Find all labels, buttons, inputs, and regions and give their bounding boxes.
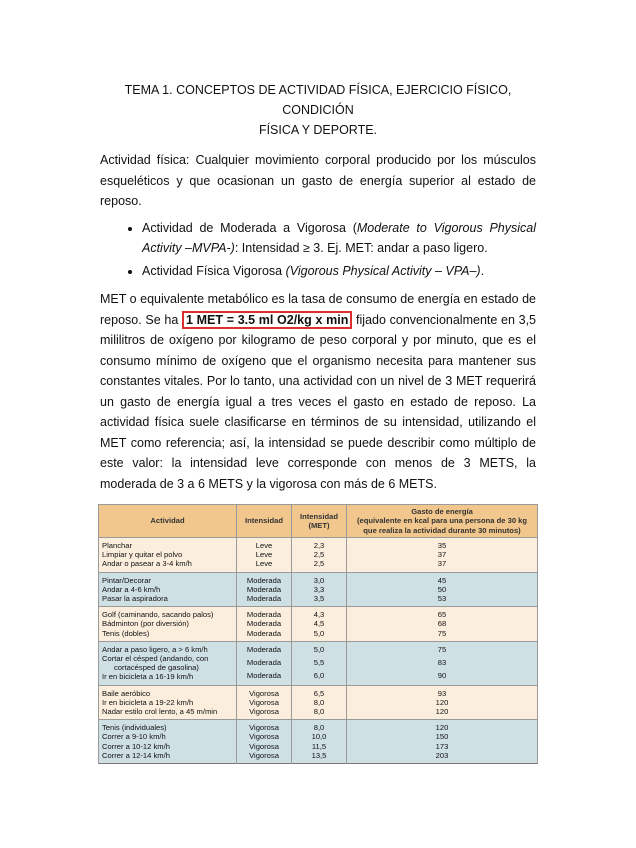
cell-actividad bbox=[99, 641, 237, 685]
table-row: 50 bbox=[437, 584, 447, 594]
table-row: 5,0 bbox=[313, 644, 325, 654]
table-row: Moderada bbox=[246, 594, 282, 604]
table-row: Tenis (individuales) bbox=[102, 723, 167, 733]
table-row-group bbox=[99, 685, 538, 720]
table-row: Vigorosa bbox=[249, 741, 279, 751]
cell-met bbox=[292, 720, 347, 764]
table-row: Tenis (dobles) bbox=[102, 628, 150, 638]
table-row: Ir en bicicleta a 16-19 km/h bbox=[102, 672, 194, 682]
table-row: cortacésped de gasolina) bbox=[114, 663, 199, 673]
table-body bbox=[99, 538, 538, 764]
table-row: Leve bbox=[255, 550, 273, 560]
table-row: 35 bbox=[437, 541, 447, 550]
table-row: 37 bbox=[437, 559, 447, 569]
table-row: Pintar/Decorar bbox=[102, 575, 151, 585]
cell-actividad bbox=[99, 685, 237, 720]
cell-intensidad bbox=[237, 572, 292, 607]
table-row: Correr a 10-12 km/h bbox=[102, 741, 170, 751]
cell-actividad bbox=[99, 572, 237, 607]
table-row: Correr a 12-14 km/h bbox=[102, 750, 170, 760]
cell-gasto bbox=[347, 720, 538, 764]
table-row: 8,0 bbox=[313, 697, 325, 707]
table-row: 3,5 bbox=[313, 594, 325, 604]
cell-actividad bbox=[99, 538, 237, 573]
table-row: 11,5 bbox=[311, 741, 327, 751]
table-row: Limpiar y quitar el polvo bbox=[102, 550, 183, 560]
cell-gasto bbox=[347, 607, 538, 642]
table-row: 8,0 bbox=[313, 707, 325, 717]
title-line-1: TEMA 1. CONCEPTOS DE ACTIVIDAD FÍSICA, EJERCICIO FÍSICO, CONDICIÓN bbox=[124, 83, 512, 117]
table-row: 65 bbox=[437, 610, 447, 620]
table-row: 120 bbox=[435, 697, 449, 707]
table-row: 75 bbox=[437, 644, 447, 654]
table-row: Golf (caminando, sacando palos) bbox=[102, 610, 214, 620]
cell-met bbox=[292, 685, 347, 720]
cell-gasto bbox=[347, 641, 538, 685]
cell-met bbox=[292, 607, 347, 642]
table-row: Pasar la aspiradora bbox=[102, 594, 168, 604]
table-row: 3,0 bbox=[313, 575, 325, 585]
table-row: Moderada bbox=[246, 619, 282, 629]
table-row-group bbox=[99, 641, 538, 685]
header-gasto-energia: Gasto de energía (equivalente en kcal para una persona de 30 kg que realiza la actividad durante 30 minutos) bbox=[347, 505, 538, 538]
table-row-group bbox=[99, 720, 538, 764]
document-page bbox=[100, 80, 536, 764]
table-row: 173 bbox=[435, 741, 449, 751]
table-row: Vigorosa bbox=[249, 688, 279, 698]
table-row: Bádminton (por diversión) bbox=[102, 619, 189, 629]
cell-intensidad bbox=[237, 607, 292, 642]
cell-intensidad bbox=[237, 720, 292, 764]
cell-intensidad bbox=[237, 641, 292, 685]
table-row: 53 bbox=[437, 594, 447, 604]
table-row: Moderada bbox=[246, 610, 282, 620]
table-row: Moderada bbox=[246, 575, 282, 585]
table-row: 120 bbox=[435, 707, 449, 717]
table-row-group bbox=[99, 538, 538, 573]
bullet-item-mvpa: • Actividad de Moderada a Vigorosa (Moderate to Vigorous Physical Activity –MVPA-): Intensidad ≥ 3. Ej. MET: andar a paso ligero. bbox=[142, 218, 536, 259]
table-row: Ir en bicicleta a 19-22 km/h bbox=[102, 697, 194, 707]
table-row: 5,5 bbox=[313, 658, 325, 668]
met-activity-table bbox=[98, 504, 538, 764]
table-row: 6,5 bbox=[313, 688, 325, 698]
definition-paragraph: Actividad física: Cualquier movimiento corporal producido por los músculos esqueléticos y que ocasionan un gasto de energía superior al estado de reposo. bbox=[100, 153, 536, 208]
table-row: Leve bbox=[255, 541, 273, 550]
met-highlight-box: 1 MET = 3.5 ml O2/kg x min bbox=[182, 311, 352, 329]
cell-met bbox=[292, 572, 347, 607]
table-row: 4,3 bbox=[313, 610, 325, 620]
table-row: 5,0 bbox=[313, 628, 325, 638]
table-header-row bbox=[99, 505, 538, 538]
table-row: 83 bbox=[437, 658, 447, 668]
table-row: 2,3 bbox=[313, 541, 325, 550]
table-row: 3,3 bbox=[313, 584, 325, 594]
table-row: 203 bbox=[435, 750, 449, 760]
table-row: Vigorosa bbox=[249, 750, 279, 760]
met-paragraph: MET o equivalente metabólico es la tasa de consumo de energía en estado de reposo. Se ha 1 MET = 3.5 ml O2/kg x min fijado convencionalmente en 3,5 mililitros de oxígeno por kilogramo de peso corporal y por minuto, que es el consumo mínimo de oxígeno que el organismo necesita para mantener sus constantes vitales. Por lo tanto, una actividad con un nivel de 3 MET requerirá un gasto de energía igual a tres veces el gasto en estado de reposo. La actividad física suele clasificarse en términos de su intensidad, utilizando el MET como referencia; así, la intensidad se puede describir como múltiplo de este valor: la intensidad leve corresponde con menos de 3 METS, la moderada de 3 a 6 METS y la vigorosa con más de 6 METS. bbox=[100, 292, 536, 491]
cell-intensidad bbox=[237, 685, 292, 720]
table-row: Moderada bbox=[246, 658, 282, 668]
cell-actividad bbox=[99, 607, 237, 642]
table-row: Vigorosa bbox=[249, 707, 279, 717]
table-row: Vigorosa bbox=[249, 697, 279, 707]
table-row: 45 bbox=[437, 575, 447, 585]
table-row: 2,5 bbox=[313, 559, 325, 569]
header-intensidad-met: Intensidad (MET) bbox=[292, 505, 347, 538]
table-row: 75 bbox=[437, 628, 447, 638]
table-row: 68 bbox=[437, 619, 447, 629]
table-row: Nadar estilo crol lento, a 45 m/min bbox=[102, 707, 218, 717]
table-row: 93 bbox=[437, 688, 447, 698]
cell-gasto bbox=[347, 685, 538, 720]
table-row: Leve bbox=[255, 559, 273, 569]
table-row: Vigorosa bbox=[249, 732, 279, 742]
table-row: Andar o pasear a 3-4 km/h bbox=[102, 559, 192, 569]
cell-gasto bbox=[347, 572, 538, 607]
table-row: 37 bbox=[437, 550, 447, 560]
cell-met bbox=[292, 538, 347, 573]
cell-actividad bbox=[99, 720, 237, 764]
table-row: 8,0 bbox=[313, 723, 325, 733]
table-row-group bbox=[99, 572, 538, 607]
table-row: Cortar el césped (andando, con bbox=[102, 654, 209, 664]
table-row: 13,5 bbox=[311, 750, 327, 760]
table-row: Andar a 4-6 km/h bbox=[102, 584, 161, 594]
bullet-list bbox=[100, 218, 536, 282]
table-row-group bbox=[99, 607, 538, 642]
header-actividad: Actividad bbox=[99, 505, 237, 538]
cell-intensidad bbox=[237, 538, 292, 573]
table-row: Moderada bbox=[246, 628, 282, 638]
table-row: Moderada bbox=[246, 671, 282, 681]
title-line-2: FÍSICA Y DEPORTE. bbox=[258, 123, 378, 137]
cell-gasto bbox=[347, 538, 538, 573]
table-row: 10,0 bbox=[311, 732, 327, 742]
table-row: 6,0 bbox=[313, 671, 325, 681]
table-row: Correr a 9-10 km/h bbox=[102, 732, 166, 742]
table-row: 90 bbox=[437, 671, 447, 681]
bullet-item-vpa: • Actividad Física Vigorosa (Vigorous Physical Activity – VPA–). bbox=[142, 261, 536, 282]
table-row: Moderada bbox=[246, 644, 282, 654]
table-row: 2,5 bbox=[313, 550, 325, 560]
table-row: Baile aeróbico bbox=[102, 688, 151, 698]
cell-met bbox=[292, 641, 347, 685]
table-row: Vigorosa bbox=[249, 723, 279, 733]
table-row: Planchar bbox=[102, 541, 132, 550]
document-title bbox=[100, 80, 536, 140]
table-row: 120 bbox=[435, 723, 449, 733]
table-row: Moderada bbox=[246, 584, 282, 594]
table-row: 150 bbox=[435, 732, 449, 742]
table-row: 4,5 bbox=[313, 619, 325, 629]
table-row: Andar a paso ligero, a > 6 km/h bbox=[102, 644, 208, 654]
header-intensidad: Intensidad bbox=[237, 505, 292, 538]
